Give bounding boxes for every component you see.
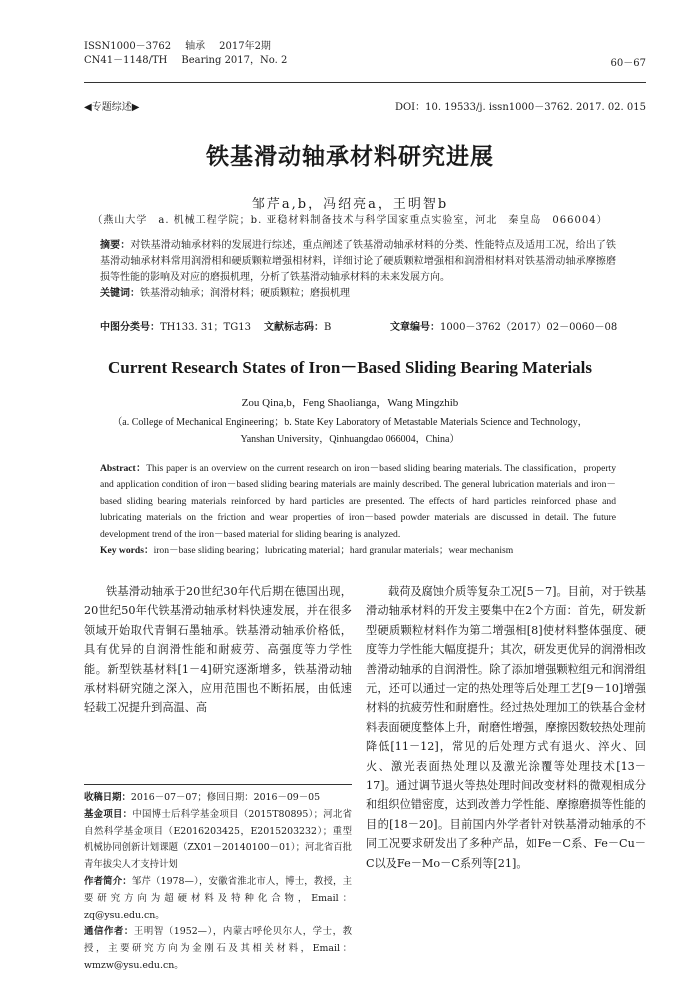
doi: DOI：10. 19533/j. issn1000－3762. 2017. 02. 015 — [394, 102, 646, 113]
column-row — [84, 98, 646, 114]
issn: ISSN1000－3762 — [84, 41, 172, 52]
doc-code-value: B — [324, 322, 332, 333]
fund-text: 中国博士后科学基金项目（2015T80895）；河北省自然科学基金项目（E2016203425，E2015203232）；重型机械协同创新计划课题（ZX01－20140100－01）；河北省百批青年拔尖人才支持计划 — [84, 808, 352, 871]
keywords-en — [100, 543, 616, 559]
clc — [100, 318, 251, 333]
abstract-cn — [100, 238, 616, 286]
corresponding-author — [84, 924, 352, 974]
clc-label: 中图分类号： — [100, 322, 160, 333]
section-label: ◀专题综述▶ — [84, 102, 140, 113]
received-dates — [84, 790, 352, 807]
author-bio — [84, 874, 352, 924]
abstract-cn-text: 对铁基滑动轴承材料的发展进行综述，重点阐述了铁基滑动轴承材料的分类、性能特点及适用工况，给出了铁基滑动轴承材料常用润滑相和硬质颗粒增强相材料，详细讨论了硬质颗粒增强相和润滑相材料对铁基滑动轴承摩擦磨损等性能的影响及对应的磨损机理，分析了铁基滑动轴承材料的未来发展方向。 — [100, 240, 617, 283]
keywords-en-label: Key words： — [100, 545, 154, 557]
clc-value: TH133. 31；TG13 — [160, 322, 251, 333]
author-bio-text: 邹芹（1978—），安徽省淮北市人，博士，教授，主要研究方向为超硬材料及特种化合物，Email：zq@ysu.edu.cn。 — [84, 875, 352, 921]
issue-cn: 2017年2期 — [219, 41, 271, 52]
body-column-left: 铁基滑动轴承于20世纪30年代后期在德国出现，20世纪50年代铁基滑动轴承材料快速发展，并在很多领域开始取代青铜石墨轴承。铁基滑动轴承价格低，具有优异的自润滑性能和耐疲劳、高强度等力学性能。新型铁基材料[1－4]研究逐渐增多，铁基滑动轴承材料研究随之深入，应用范围也不断拓展，由低速轻载工况提升到高温、高 — [84, 585, 352, 715]
keywords-en-text: iron－base sliding bearing；lubricating material；hard granular materials；wear mechanism — [153, 545, 514, 557]
title-en: Current Research States of Iron－Based Sliding Bearing Materials — [107, 358, 592, 377]
journal-en: Bearing 2017，No. 2 — [181, 55, 288, 66]
page-range: 60－67 — [610, 58, 646, 69]
fund-info — [84, 807, 352, 874]
dates-label: 收稿日期： — [84, 792, 131, 803]
classification-row — [100, 318, 616, 334]
cn-number: CN41－1148/TH — [84, 55, 168, 66]
doc-code — [264, 318, 331, 333]
body-column-right: 载荷及腐蚀介质等复杂工况[5－7]。目前，对于铁基滑动轴承材料的开发主要集中在2个方面：首先，研发新型硬质颗粒材料作为第二增强相[8]使材料整体强度、硬度等力学性能大幅度提升；其次，研发更优异的润滑相改善滑动轴承的自润滑性。除了添加增强颗粒组元和润滑组元，还可以通过一定的热处理等后处理工艺[9－10]增强材料的抗疲劳性和耐磨性。经过热处理加工的铁基合金材料表面硬度整体上升，耐磨性增强，摩擦因数较热处理前降低[11－12]，常见的后处理方式有退火、淬火、回火、激光表面热处理以及激光涂覆等处理技术[13－17]。通过调节退火等热处理时间改变材料的微观相成分和组织位错密度，达到改善力学性能、摩擦磨损等性能的目的[18－20]。目前国内外学者针对铁基滑动轴承的不同工况要求研发出了多种产品，如Fe－C系、Fe－Cu－C以及Fe－Mo－C系列等[21]。 — [366, 585, 646, 870]
article-no-value: 1000－3762（2017）02－0060－08 — [440, 322, 618, 333]
journal-header — [84, 40, 646, 83]
authors-cn: 邹芹a,b，冯绍亮a，王明智b — [251, 197, 449, 212]
affiliation-en — [0, 414, 700, 448]
article-no-label: 文章编号： — [390, 322, 440, 333]
affiliation-en-line-1: （a. College of Mechanical Engineering；b. State Key Laboratory of Metastable Materials Science and Technology， — [112, 417, 588, 428]
header-left — [84, 40, 646, 68]
doc-code-label: 文献标志码： — [264, 322, 324, 333]
abstract-en-label: Abstract： — [100, 463, 147, 474]
dates-text: 2016－07－07；修回日期：2016－09－05 — [130, 792, 321, 803]
journal-cn: 轴承 — [185, 41, 206, 52]
abstract-cn-label: 摘要： — [100, 240, 131, 251]
corresponding-author-text: 王明智（1952—），内蒙古呼伦贝尔人，学士，教授，主要研究方向为金刚石及其相关材料，Email：wmzw@ysu.edu.cn。 — [84, 926, 352, 971]
fund-label: 基金项目： — [84, 808, 133, 820]
abstract-en — [100, 461, 616, 543]
abstract-en-text: This paper is an overview on the current research on iron－based sliding bearing materials. The classification，property and application condition of iron－based sliding bearing materials are mainly described. The general lubrication materials and iron－ based sliding bearing materials reinforced by hard particles are presented. The effects of hard particles reinforced phase and lubricating materials on the friction and wear properties of iron－based powder materials are discussed in detail. The future development trend of the iron－based material for sliding bearing is analyzed. — [100, 463, 616, 540]
article-no — [390, 318, 617, 333]
keywords-cn-label: 关键词： — [100, 288, 140, 299]
abstract-en-block — [100, 461, 616, 559]
author-bio-label: 作者简介： — [84, 875, 132, 887]
keywords-cn-text: 铁基滑动轴承；润滑材料；硬质颗粒；磨损机理 — [140, 288, 350, 299]
abstract-cn-block — [100, 238, 616, 302]
affiliation-en-line-2: Yanshan University，Qinhuangdao 066004，China） — [240, 434, 460, 445]
affiliation-cn: （燕山大学 a. 机械工程学院；b. 亚稳材料制备技术与科学国家重点实验室，河北 秦皇岛 066004） — [92, 215, 608, 226]
keywords-cn — [100, 286, 616, 302]
corresponding-author-label: 通信作者： — [84, 926, 134, 938]
title-cn: 铁基滑动轴承材料研究进展 — [206, 143, 494, 170]
article-notes — [84, 784, 352, 975]
authors-en: Zou Qina,b，Feng Shaolianga，Wang Mingzhib — [241, 397, 459, 409]
